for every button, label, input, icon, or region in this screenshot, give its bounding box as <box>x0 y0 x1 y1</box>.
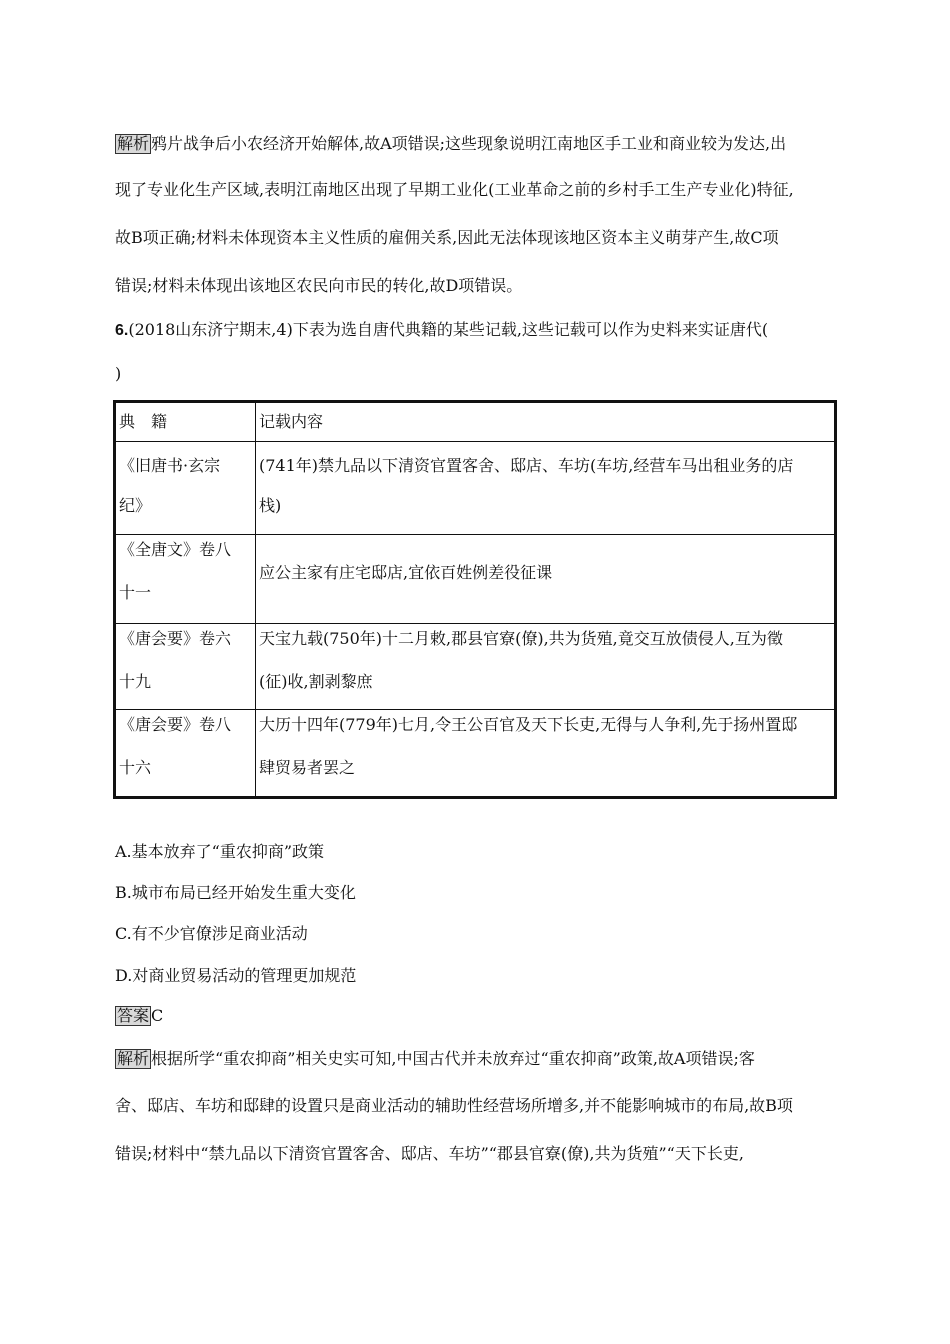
source-cell <box>115 442 256 535</box>
question-stem-close: ) <box>115 364 122 383</box>
answer-tag: 答案 <box>117 1006 150 1025</box>
analysis-line: 错误;材料中“禁九品以下清资官置客舍、邸店、车坊”“郡县官寮(僚),共为货殖”“天下长吏, <box>115 1144 744 1163</box>
option-b: B.城市布局已经开始发生重大变化 <box>115 883 356 902</box>
content-cell <box>256 710 836 798</box>
analysis-text: 根据所学“重农抑商”相关史实可知,中国古代并未放弃过“重农抑商”政策,故A项错误;客 <box>151 1049 755 1068</box>
analysis-line: 错误;材料未体现出该地区农民向市民的转化,故D项错误。 <box>115 276 523 295</box>
header-content-label: 记载内容 <box>259 412 324 431</box>
content-line: 栈) <box>259 496 282 515</box>
records-table <box>113 400 837 799</box>
table-row <box>115 710 836 798</box>
table-row <box>115 624 836 710</box>
content-line: (征)收,割剥黎庶 <box>259 672 373 691</box>
source-line: 十一 <box>119 583 152 602</box>
source-cell <box>115 535 256 624</box>
analysis-line: 故B项正确;材料未体现资本主义性质的雇佣关系,因此无法体现该地区资本主义萌芽产生,故C项 <box>115 228 779 247</box>
content-line: 应公主家有庄宅邸店,宜依百姓例差役征课 <box>259 563 553 582</box>
analysis-line: 现了专业化生产区域,表明江南地区出现了早期工业化(工业革命之前的乡村手工生产专业化)特征, <box>115 180 794 199</box>
header-source-label: 典 籍 <box>119 412 168 431</box>
source-line: 《旧唐书·玄宗 <box>119 456 221 475</box>
table-header-row <box>115 402 836 442</box>
table-row <box>115 442 836 535</box>
analysis-line <box>115 134 786 154</box>
analysis-tag: 解析 <box>117 1049 150 1068</box>
source-line: 十九 <box>119 672 152 691</box>
option-d: D.对商业贸易活动的管理更加规范 <box>115 966 357 985</box>
option-c: C.有不少官僚涉足商业活动 <box>115 924 308 943</box>
header-content <box>256 402 836 442</box>
header-source <box>115 402 256 442</box>
source-line: 《唐会要》卷六 <box>119 629 232 648</box>
content-line: (741年)禁九品以下清资官置客舍、邸店、车坊(车坊,经营车马出租业务的店 <box>259 456 794 475</box>
source-line: 《唐会要》卷八 <box>119 715 232 734</box>
analysis-text: 鸦片战争后小农经济开始解体,故A项错误;这些现象说明江南地区手工业和商业较为发达,出 <box>151 134 787 153</box>
table-row <box>115 535 836 624</box>
analysis-tag: 解析 <box>117 134 150 153</box>
content-line: 肆贸易者罢之 <box>259 758 356 777</box>
question-text: (2018山东济宁期末,4)下表为选自唐代典籍的某些记载,这些记载可以作为史料来实证唐代( <box>128 320 769 339</box>
source-line: 十六 <box>119 758 152 777</box>
content-cell <box>256 624 836 710</box>
content-line: 大历十四年(779年)七月,令王公百官及天下长吏,无得与人争利,先于扬州置邸 <box>259 715 798 734</box>
content-cell <box>256 442 836 535</box>
source-line: 纪》 <box>119 496 152 515</box>
content-cell <box>256 535 836 624</box>
answer-value: C <box>151 1006 164 1025</box>
question-number: 6. <box>115 322 129 339</box>
option-a: A.基本放弃了“重农抑商”政策 <box>115 842 325 861</box>
question-stem <box>115 320 768 341</box>
source-cell <box>115 710 256 798</box>
analysis-line: 舍、邸店、车坊和邸肆的设置只是商业活动的辅助性经营场所增多,并不能影响城市的布局,故B项 <box>115 1096 793 1115</box>
analysis-line <box>115 1049 755 1069</box>
source-line: 《全唐文》卷八 <box>119 540 232 559</box>
content-line: 天宝九载(750年)十二月敕,郡县官寮(僚),共为货殖,竟交互放债侵人,互为徵 <box>259 629 783 648</box>
source-cell <box>115 624 256 710</box>
answer-line <box>115 1006 163 1026</box>
